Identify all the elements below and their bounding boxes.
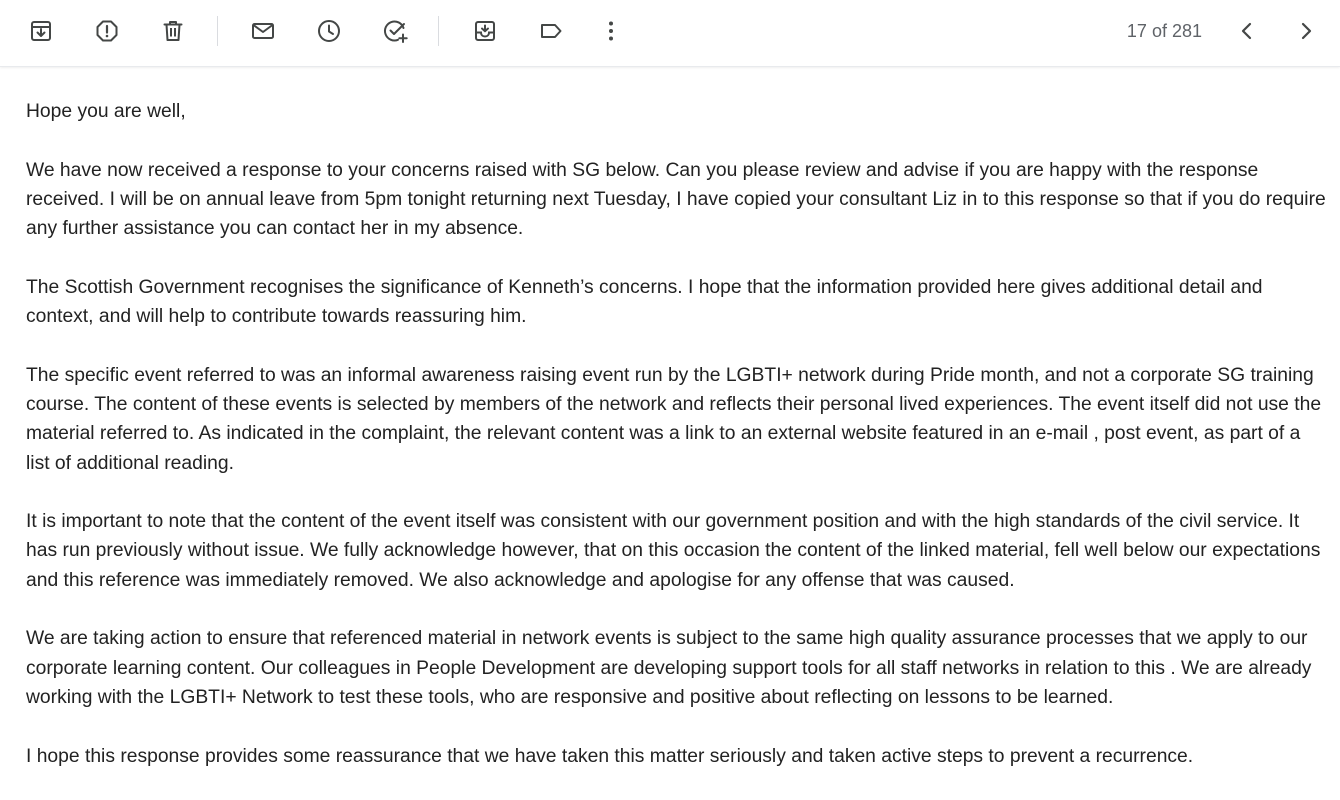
message-toolbar [0,0,1340,67]
delete-icon [160,18,186,44]
email-paragraph: I hope this response provides some reassurance that we have taken this matter seriously and taken active steps to prevent a recurrence. [26,745,1194,767]
snooze-button[interactable] [309,11,349,51]
toolbar-divider [217,16,218,46]
archive-button[interactable] [21,11,61,51]
email-paragraph: The specific event referred to was an informal awareness raising event run by the LGBTI+ network during Pride month, and not a corporate SG training course. The content of these events is selected by members of the network and reflects their personal lived experiences. The event itself did not use the material referred to. As indicated in the complaint, the relevant content was a link to an external website featured in an e-mail , post event, as part of a list of additional reading. [26,364,1322,474]
toolbar-divider [438,16,439,46]
snooze-icon [316,18,342,44]
mark-unread-button[interactable] [243,11,283,51]
email-paragraph: It is important to note that the content of the event itself was consistent with our government position and with the high standards of the civil service. It has run previously without issue. We fully acknowledge however, that on this occasion the content of the linked material, fell well below our expectations and this reference was immediately removed. We also acknowledge and apologise for any offense that was caused. [26,511,1321,591]
more-vert-icon [598,18,624,44]
add-to-tasks-icon [382,18,408,44]
email-paragraph: We have now received a response to your concerns raised with SG below. Can you please review and advise if you are happy with the response received. I will be on annual leave from 5pm tonight returning next Tuesday, I have copied your consultant Liz in to this response so that if you do require any further assistance you can contact her in my absence. [26,159,1326,240]
older-message-button[interactable] [1286,11,1326,51]
mark-unread-icon [250,18,276,44]
move-to-icon [472,18,498,44]
email-paragraph: We are taking action to ensure that referenced material in network events is subject to the same high quality assurance processes that we apply to our corporate learning content. Our colleagues in People Development are developing support tools for all staff networks in relation to this . We are already working with the LGBTI+ Network to test these tools, who are responsive and positive about reflecting on lessons to be learned. [26,628,1312,708]
label-icon [538,18,564,44]
move-to-button[interactable] [465,11,505,51]
report-spam-icon [94,18,120,44]
chevron-right-icon [1293,18,1319,44]
more-options-button[interactable] [591,11,631,51]
archive-icon [28,18,54,44]
report-spam-button[interactable] [87,11,127,51]
email-paragraph: The Scottish Government recognises the significance of Kenneth’s concerns. I hope that the information provided here gives additional detail and context, and will help to contribute towards reassuring him. [26,276,1263,328]
labels-button[interactable] [531,11,571,51]
newer-message-button[interactable] [1227,11,1267,51]
email-body [26,97,1326,800]
email-paragraph: Hope you are well, [26,101,186,122]
add-to-tasks-button[interactable] [375,11,415,51]
delete-button[interactable] [153,11,193,51]
chevron-left-icon [1234,18,1260,44]
pagination-count: 17 of 281 [1126,21,1202,41]
